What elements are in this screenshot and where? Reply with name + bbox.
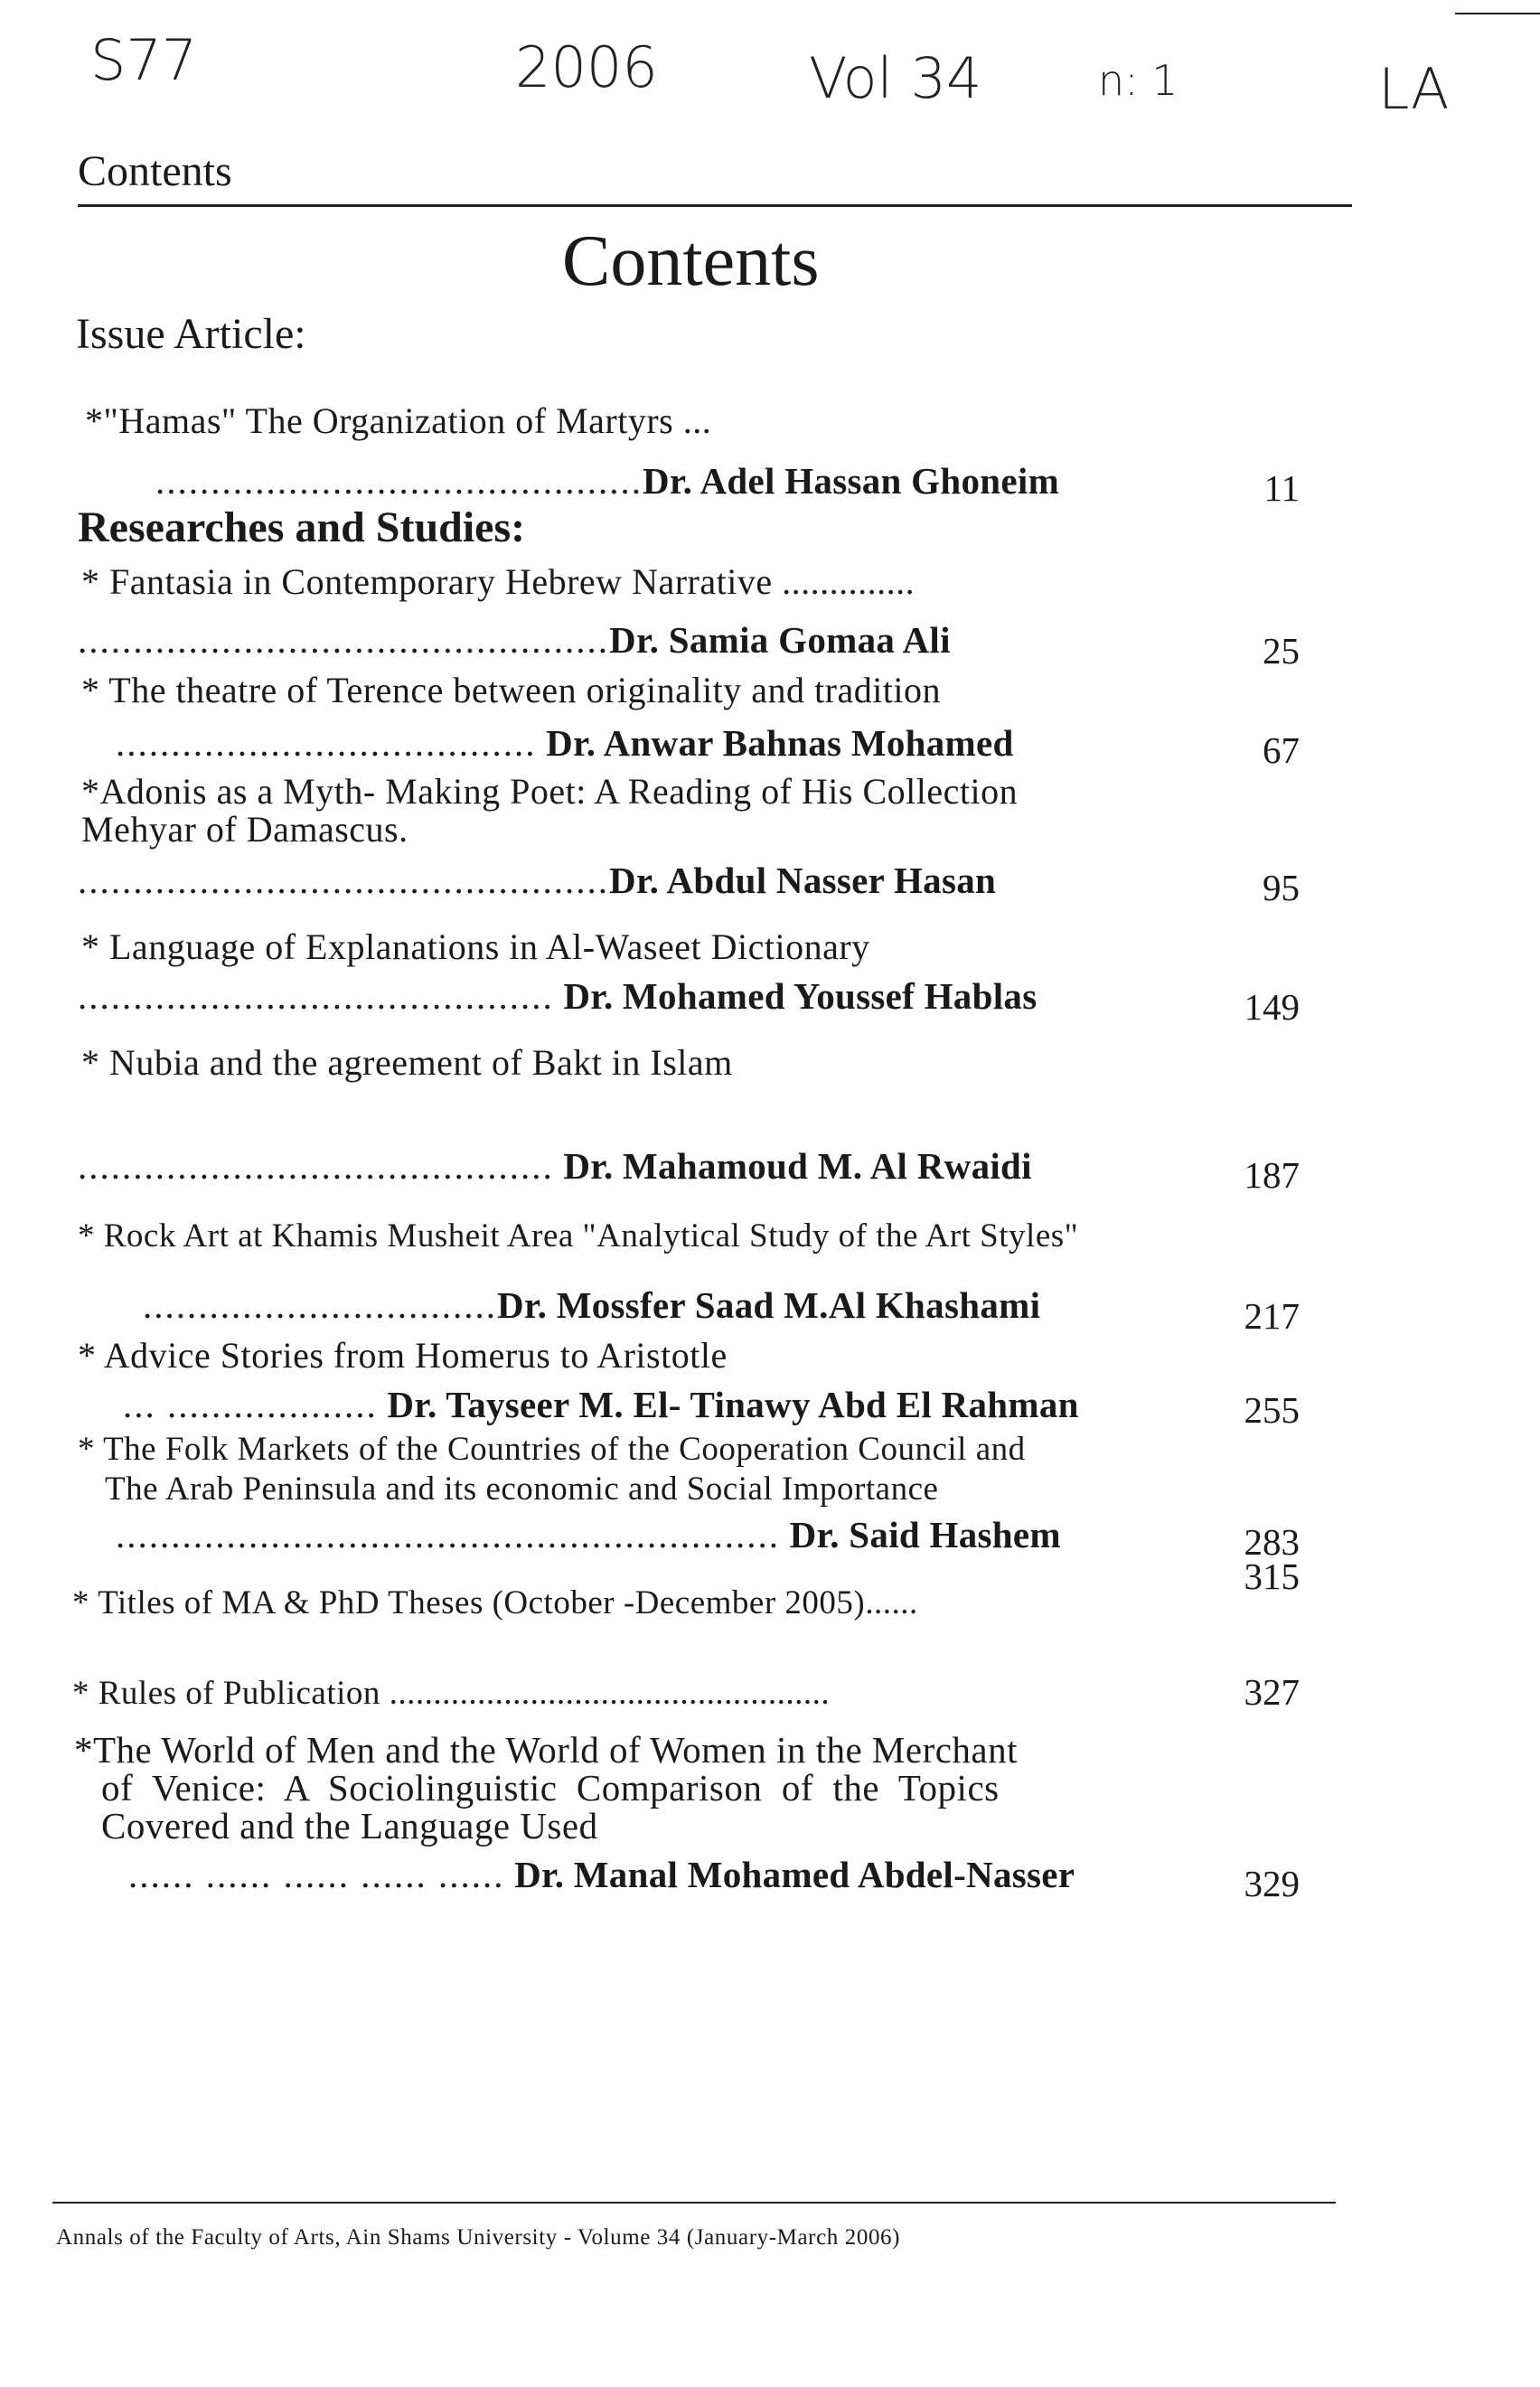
- entry-page: 149: [1244, 986, 1300, 1028]
- entry-title: * Advice Stories from Homerus to Aristotle: [78, 1335, 728, 1376]
- entry-title: * Language of Explanations in Al-Waseet Dictionary: [81, 926, 870, 967]
- footer-text: Annals of the Faculty of Arts, Ain Shams University - Volume 34 (January-March 2006): [56, 2225, 901, 2250]
- entry-author: Dr. Tayseer M. El- Tinawy Abd El Rahman: [387, 1384, 1079, 1425]
- entry-title: * Rock Art at Khamis Musheit Area "Analytical Study of the Art Styles": [78, 1217, 1079, 1255]
- dot-leader: ............................................: [155, 460, 643, 502]
- header-rule: [78, 204, 1352, 207]
- dot-leader: ................................: [143, 1284, 497, 1326]
- running-title: Contents: [78, 147, 232, 195]
- entry-title: * The Folk Markets of the Countries of the Cooperation Council and: [78, 1431, 1026, 1468]
- entry-author: Dr. Samia Gomaa Ali: [609, 619, 951, 661]
- handwritten-year: 2006: [515, 34, 658, 100]
- page-title: Contents: [562, 221, 820, 301]
- entry-title: *"Hamas" The Organization of Martyrs ...: [85, 400, 712, 441]
- entry-page: 217: [1244, 1295, 1300, 1337]
- entry-title: * Nubia and the agreement of Bakt in Islam: [81, 1042, 733, 1083]
- footer-rule: [52, 2202, 1336, 2204]
- entry-page: 327: [1244, 1671, 1300, 1713]
- section-researches: Researches and Studies:: [78, 503, 526, 551]
- dot-leader: ...........................................: [78, 975, 554, 1017]
- dot-leader: ......................................: [116, 722, 537, 764]
- entry-title-cont: of Venice: A Sociolinguistic Comparison of the Topics: [101, 1767, 1000, 1809]
- entry-page: 11: [1263, 467, 1300, 509]
- entry-author: Dr. Anwar Bahnas Mohamed: [546, 722, 1014, 764]
- scan-edge-mark: [1455, 13, 1540, 14]
- dot-leader: ................................................: [78, 860, 609, 901]
- handwritten-number: n: 1: [1098, 56, 1178, 105]
- entry-author: Dr. Mohamed Youssef Hablas: [563, 975, 1038, 1017]
- entry-title: * Rules of Publication ..................................................: [72, 1675, 831, 1712]
- entry-author: Dr. Adel Hassan Ghoneim: [643, 460, 1060, 502]
- entry-author-line: [116, 1513, 1061, 1556]
- entry-author-line: [78, 1144, 1032, 1188]
- section-issue-article: Issue Article:: [76, 310, 306, 358]
- entry-page: 329: [1244, 1863, 1300, 1904]
- entry-author: Dr. Said Hashem: [789, 1514, 1061, 1555]
- entry-page: 283: [1244, 1521, 1300, 1563]
- entry-author-line: [128, 1853, 1075, 1896]
- entry-title-cont: Covered and the Language Used: [101, 1805, 598, 1847]
- entry-page: 255: [1244, 1389, 1300, 1431]
- entry-author-line: [78, 974, 1037, 1018]
- entry-title: * Titles of MA & PhD Theses (October -December 2005)......: [72, 1584, 918, 1621]
- entry-author-line: [155, 459, 1059, 503]
- entry-page: 315: [1244, 1555, 1300, 1597]
- entry-author-line: [116, 721, 1014, 765]
- entry-title: *Adonis as a Myth- Making Poet: A Reading of His Collection: [81, 771, 1019, 812]
- dot-leader: ............................................................: [116, 1514, 780, 1555]
- entry-title: *The World of Men and the World of Women in the Merchant: [74, 1729, 1019, 1771]
- handwritten-code: LA: [1378, 56, 1450, 122]
- entry-author-line: [123, 1383, 1079, 1426]
- entry-page: 95: [1263, 867, 1300, 908]
- entry-title-cont: Mehyar of Damascus.: [81, 809, 408, 850]
- entry-author: Dr. Mossfer Saad M.Al Khashami: [497, 1284, 1041, 1326]
- entry-page: 25: [1263, 630, 1300, 672]
- entry-page: 67: [1263, 729, 1300, 771]
- entry-author: Dr. Manal Mohamed Abdel-Nasser: [514, 1854, 1075, 1895]
- dot-leader: ...........................................: [78, 1145, 554, 1187]
- entry-author-line: [143, 1283, 1040, 1327]
- entry-title-cont: The Arab Peninsula and its economic and Social Importance: [105, 1471, 939, 1508]
- handwritten-call-number: S77: [90, 27, 198, 93]
- entry-author-line: [78, 618, 951, 662]
- entry-page: 187: [1244, 1154, 1300, 1196]
- entry-title: * The theatre of Terence between originality and tradition: [81, 670, 942, 710]
- entry-author-line: [78, 859, 996, 902]
- entry-author: Dr. Abdul Nasser Hasan: [609, 860, 997, 901]
- dot-leader: ................................................: [78, 619, 609, 661]
- entry-title: * Fantasia in Contemporary Hebrew Narrative ..............: [81, 561, 916, 602]
- entry-author: Dr. Mahamoud M. Al Rwaidi: [563, 1145, 1032, 1187]
- dot-leader: ... ...................: [123, 1384, 378, 1425]
- dot-leader: ...... ...... ...... ...... ......: [128, 1854, 505, 1895]
- handwritten-volume: Vol 34: [809, 45, 982, 111]
